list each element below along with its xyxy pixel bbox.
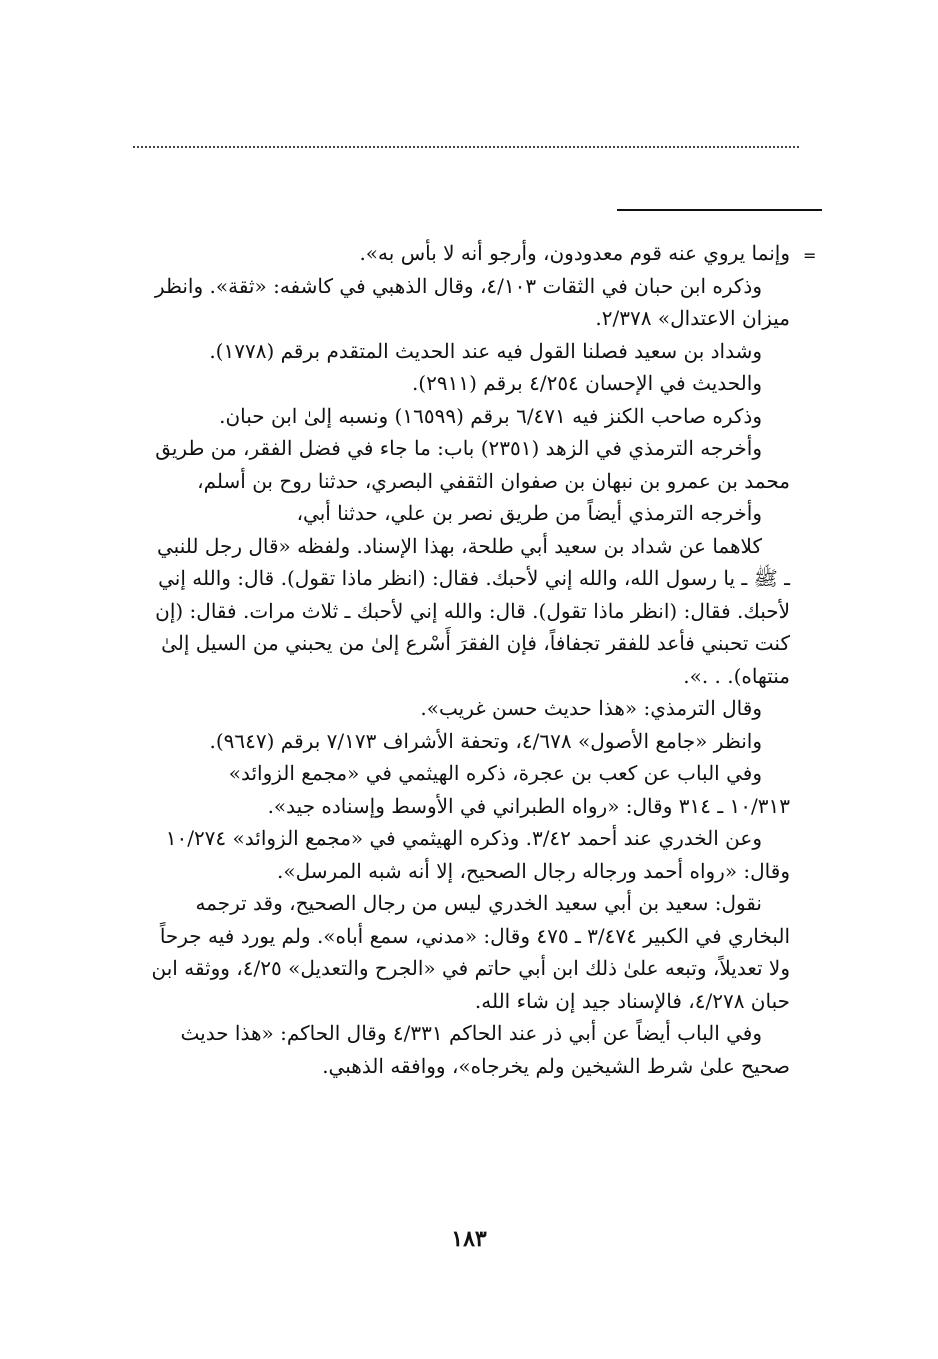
text-line: وانظر «جامع الأصول» ٤/٦٧٨، وتحفة الأشراف ٧/١٧٣ برقم (٩٦٤٧).	[209, 728, 762, 753]
text-line: وقال الترمذي: «هذا حديث حسن غريب».	[420, 696, 762, 720]
text-line: صحيح علىٰ شرط الشيخين ولم يخرجاه»، ووافقه الذهبي.	[322, 1053, 790, 1078]
text-line: منتهاه). . .».	[683, 663, 790, 688]
text-line: محمد بن عمرو بن نبهان بن صفوان الثقفي البصري، حدثنا روح بن أسلم،	[197, 468, 790, 493]
text-line: ـ ﷺ ـ يا رسول الله، والله إني لأحبك. فقال: (انظر ماذا تقول). قال: والله إني	[158, 566, 790, 590]
footnote-rule	[617, 209, 822, 211]
text-line: البخاري في الكبير ٣/٤٧٤ ـ ٤٧٥ وقال: «مدني، سمع أباه». ولم يورد فيه جرحاً	[159, 923, 790, 948]
continuation-mark: =	[803, 246, 817, 265]
text-line: لأحبك. فقال: (انظر ماذا تقول). قال: والله إني لأحبك ـ ثلاث مرات. فقال: (إن	[155, 598, 790, 623]
text-line: كلاهما عن شداد بن سعيد أبي طلحة، بهذا الإسناد. ولفظه «قال رجل للنبي	[157, 533, 762, 558]
text-line: وأخرجه الترمذي في الزهد (٢٣٥١) باب: ما جاء في فضل الفقر، من طريق	[155, 436, 762, 460]
text-line: وإنما يروي عنه قوم معدودون، وأرجو أنه لا بأس به».	[359, 241, 790, 265]
text-line: وذكره ابن حبان في الثقات ٤/١٠٣، وقال الذهبي في كاشفه: «ثقة». وانظر	[154, 273, 762, 298]
text-line: ميزان الاعتدال» ٢/٣٧٨.	[595, 306, 790, 330]
page-number: ١٨٣	[451, 1226, 487, 1252]
text-line: كنت تحبني فأعد للفقر تجفافاً، فإن الفقرَ أَسْرع إلىٰ من يحبني من السيل إلىٰ	[161, 631, 790, 655]
text-line: وفي الباب أيضاً عن أبي ذر عند الحاكم ٤/٣٣١ وقال الحاكم: «هذا حديث	[180, 1021, 762, 1045]
text-line: وقال: «رواه أحمد ورجاله رجال الصحيح، إلا أنه شبه المرسل».	[277, 858, 790, 883]
footnote-text	[100, 237, 790, 1082]
text-line: حبان ٤/٢٧٨، فالإسناد جيد إن شاء الله.	[474, 988, 790, 1013]
dotted-separator	[133, 146, 799, 158]
text-line: وفي الباب عن كعب بن عجرة، ذكره الهيثمي في «مجمع الزوائد»	[228, 761, 762, 785]
text-line: وشداد بن سعيد فصلنا القول فيه عند الحديث المتقدم برقم (١٧٧٨).	[209, 338, 762, 363]
text-line: ١٠/٣١٣ ـ ٣١٤ وقال: «رواه الطبراني في الأوسط وإسناده جيد».	[267, 793, 790, 818]
text-line: ولا تعديلاً، وتبعه علىٰ ذلك ابن أبي حاتم في «الجرح والتعديل» ٤/٢٥، ووثقه ابن	[151, 956, 790, 980]
text-line: وأخرجه الترمذي أيضاً من طريق نصر بن علي، حدثنا أبي،	[296, 501, 762, 525]
text-line: وذكره صاحب الكنز فيه ٦/٤٧١ برقم (١٦٥٩٩) ونسبه إلىٰ ابن حبان.	[219, 403, 762, 428]
text-line: نقول: سعيد بن أبي سعيد الخدري ليس من رجال الصحيح، وقد ترجمه	[195, 891, 762, 915]
text-line: وعن الخدري عند أحمد ٣/٤٢. وذكره الهيثمي في «مجمع الزوائد» ١٠/٢٧٤	[165, 826, 762, 850]
text-line: والحديث في الإحسان ٤/٢٥٤ برقم (٢٩١١).	[411, 371, 762, 395]
